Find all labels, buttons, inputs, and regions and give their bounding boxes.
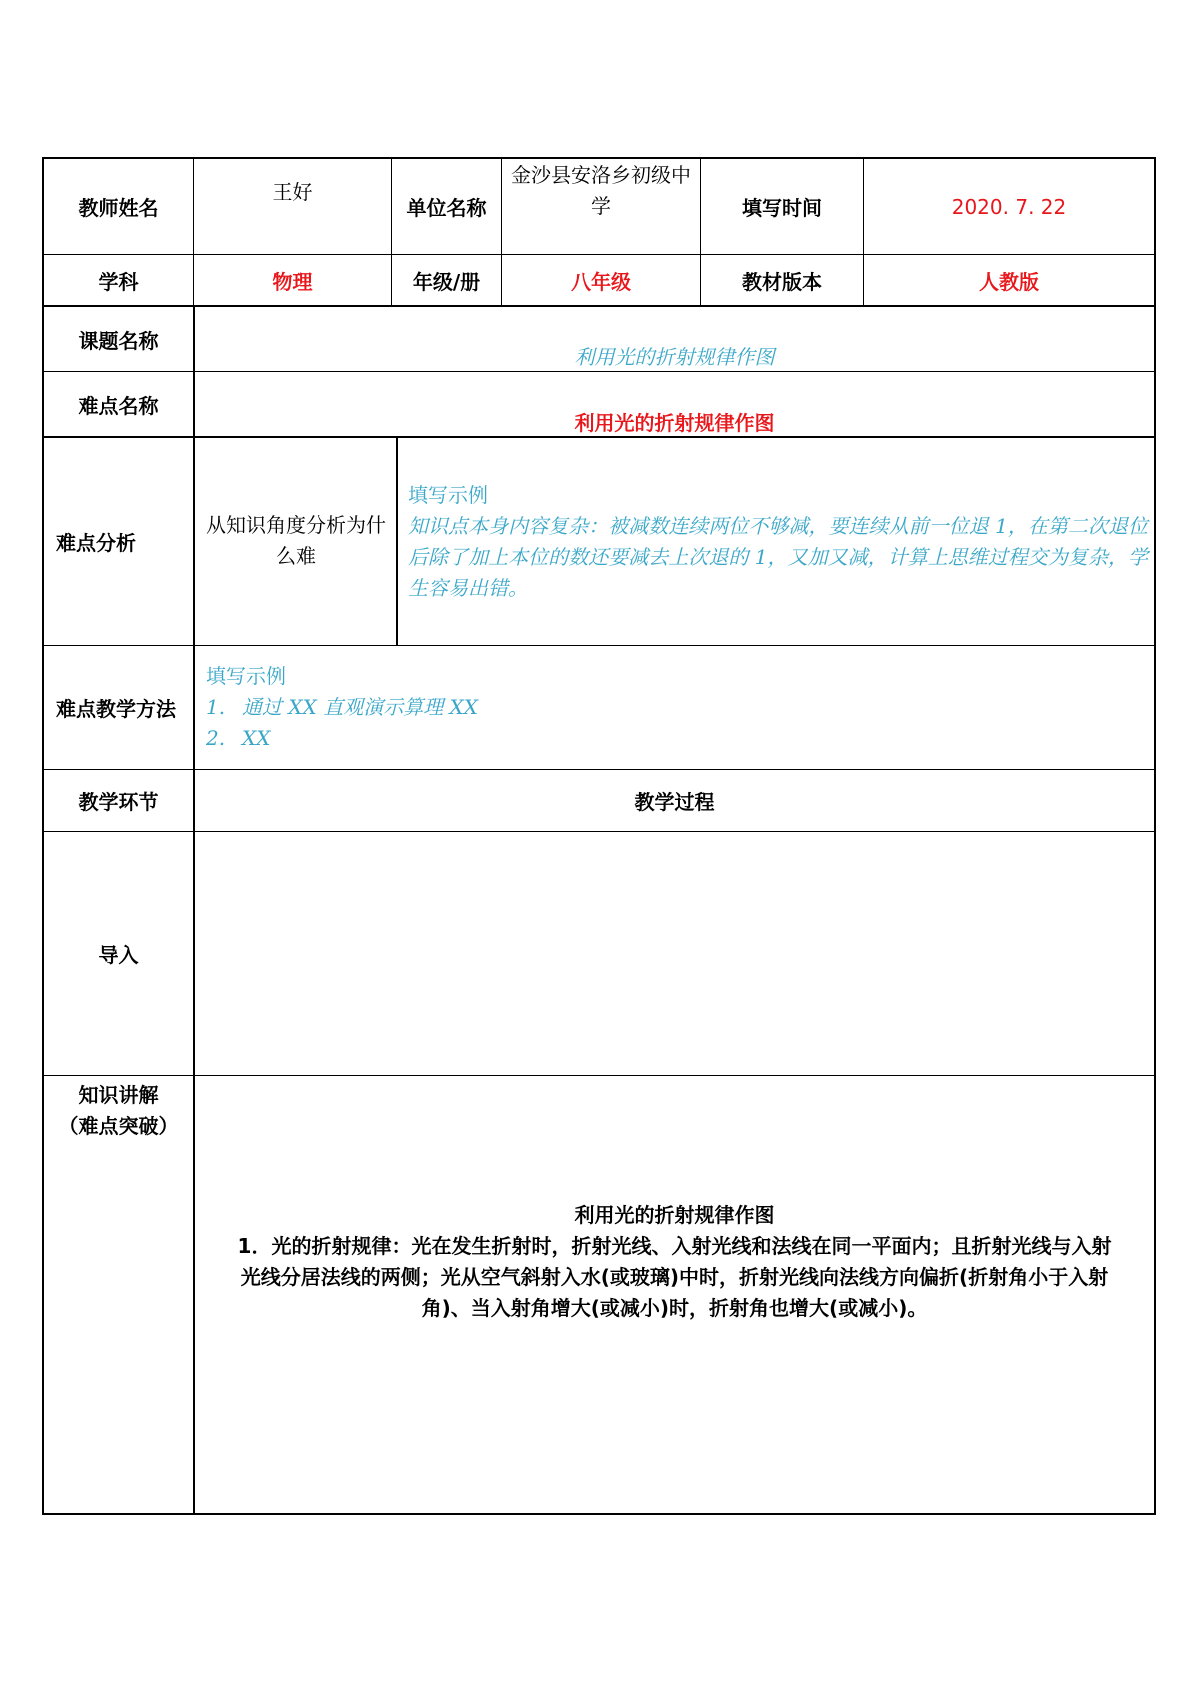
method-item-text: XX [242,726,271,750]
topic-label: 课题名称 [78,328,159,353]
grade-value: 八年级 [571,269,631,294]
date-label: 填写时间 [742,196,822,220]
subject-value: 物理 [272,269,313,294]
difficulty-label: 难点名称 [78,393,159,418]
analysis-example-text: 知识点本身内容复杂：被减数连续两位不够减，要连续从前一位退 1，在第二次退位后除了加上本位的数还要减去上次退的 1，又加又减，计算上思维过程交为复杂，学生容易出错。 [408,514,1148,600]
unit-value: 金沙县安洛乡初级中学 [511,163,691,218]
edition-label: 教材版本 [742,269,822,294]
date-value: 2020. 7. 22 [951,194,1067,219]
knowledge-label-line: （难点突破） [58,1114,179,1138]
analysis-label: 难点分析 [56,531,136,555]
topic-value: 利用光的折射规律作图 [574,344,775,369]
knowledge-line: 角)、当入射角增大(或减小)时，折射角也增大(或减小)。 [421,1296,928,1320]
teacher-name-value: 王好 [272,180,313,204]
grade-label: 年级/册 [412,269,481,294]
method-item-number: 1. [206,695,226,719]
method-example-title: 填写示例 [206,664,286,688]
method-item-text: 通过 XX 直观演示算理 XX [242,695,479,719]
knowledge-title: 利用光的折射规律作图 [574,1203,775,1227]
method-item [206,723,1106,754]
difficulty-value: 利用光的折射规律作图 [574,410,775,435]
analysis-example [408,480,1148,604]
teacher-name-label: 教师姓名 [78,196,159,220]
edition-value: 人教版 [979,269,1039,294]
method-example [206,661,1106,754]
knowledge-content [195,1200,1154,1324]
method-item [206,692,1106,723]
knowledge-label [44,1076,193,1142]
method-label: 难点教学方法 [56,697,176,721]
intro-label: 导入 [98,943,139,967]
process-value: 教学过程 [634,790,715,814]
process-label: 教学环节 [78,790,159,814]
analysis-sub-label: 从知识角度分析为什么难 [206,513,386,568]
knowledge-line: 1．光的折射规律：光在发生折射时，折射光线、入射光线和法线在同一平面内；且折射光线与入射 [237,1234,1112,1258]
analysis-example-title: 填写示例 [408,483,488,507]
unit-label: 单位名称 [406,196,487,220]
knowledge-line: 光线分居法线的两侧；光从空气斜射入水(或玻璃)中时，折射光线向法线方向偏折(折射角小于入射 [240,1265,1109,1289]
knowledge-label-line: 知识讲解 [78,1083,159,1107]
method-item-number: 2. [206,726,226,750]
subject-label: 学科 [98,269,139,294]
